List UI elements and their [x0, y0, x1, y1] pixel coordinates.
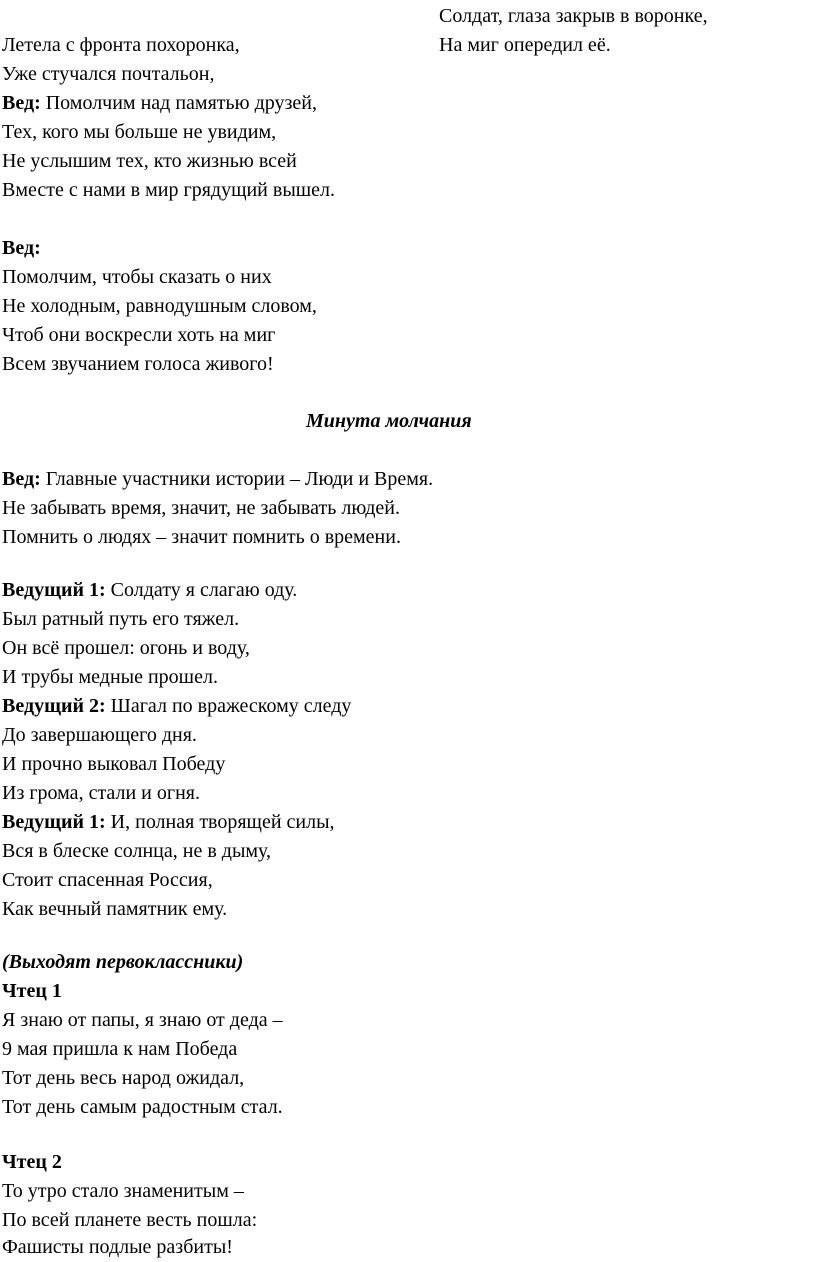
- poem-line: И прочно выковал Победу: [2, 753, 226, 775]
- poem-line: [2, 576, 297, 605]
- poem-line: И трубы медные прошел.: [2, 666, 218, 688]
- line-text: Солдату я слагаю оду.: [105, 579, 298, 601]
- poem-line: Фашисты подлые разбиты!: [2, 1236, 233, 1258]
- poem-line: Помолчим, чтобы сказать о них: [2, 266, 272, 288]
- line-text: Шагал по вражескому следу: [105, 695, 352, 717]
- poem-line: [2, 89, 317, 118]
- speaker-label: Вед:: [2, 92, 41, 114]
- poem-line: Тех, кого мы больше не увидим,: [2, 121, 277, 143]
- speaker-label: Вед:: [2, 468, 41, 490]
- poem-line: То утро стало знаменитым –: [2, 1180, 244, 1202]
- poem-line: Вся в блеске солнца, не в дыму,: [2, 840, 272, 862]
- speaker-label: Ведущий 1:: [2, 579, 106, 601]
- poem-line: Летела с фронта похоронка,: [2, 34, 240, 56]
- poem-line: Не холодным, равнодушным словом,: [2, 295, 317, 317]
- poem-line: По всей планете весть пошла:: [2, 1209, 258, 1231]
- poem-line: Тот день самым радостным стал.: [2, 1096, 283, 1118]
- speaker-label: Ведущий 1:: [2, 811, 106, 833]
- poem-line: Я знаю от папы, я знаю от деда –: [2, 1009, 283, 1031]
- right-column-line: Солдат, глаза закрыв в воронке,: [439, 5, 708, 27]
- poem-line: Стоит спасенная Россия,: [2, 869, 213, 891]
- section-heading-text: Минута молчания: [306, 410, 472, 432]
- line-text: И, полная творящей силы,: [105, 811, 335, 833]
- stage-direction: [2, 948, 243, 977]
- poem-line: Уже стучался почтальон,: [2, 63, 215, 85]
- right-column-line: На миг опередил её.: [439, 34, 611, 56]
- poem-line: Он всё прошел: огонь и воду,: [2, 637, 250, 659]
- poem-line: Был ратный путь его тяжел.: [2, 608, 240, 630]
- reader-heading-text: Чтец 1: [2, 980, 62, 1002]
- poem-line: Чтоб они воскресли хоть на миг: [2, 324, 276, 346]
- speaker-label: [2, 234, 41, 263]
- poem-line: Вместе с нами в мир грядущий вышел.: [2, 179, 336, 201]
- poem-line: Как вечный памятник ему.: [2, 898, 228, 920]
- line-text: Главные участники истории – Люди и Время.: [40, 468, 434, 490]
- poem-line: Не услышим тех, кто жизнью всей: [2, 150, 297, 172]
- poem-line: Помнить о людях – значит помнить о времени.: [2, 526, 401, 548]
- stage-direction-text: (Выходят первоклассники): [2, 951, 244, 973]
- reader-heading-text: Чтец 2: [2, 1151, 62, 1173]
- poem-line: До завершающего дня.: [2, 724, 197, 746]
- poem-line: Тот день весь народ ожидал,: [2, 1067, 245, 1089]
- poem-line: [2, 465, 433, 494]
- poem-line: [2, 692, 351, 721]
- speaker-label: Ведущий 2:: [2, 695, 106, 717]
- poem-line: [2, 808, 335, 837]
- line-text: Помолчим над памятью друзей,: [40, 92, 317, 114]
- poem-line: 9 мая пришла к нам Победа: [2, 1038, 238, 1060]
- reader-heading: [2, 1148, 62, 1177]
- poem-line: Не забывать время, значит, не забывать людей.: [2, 497, 400, 519]
- speaker-label-text: Вед:: [2, 237, 41, 259]
- poem-line: Из грома, стали и огня.: [2, 782, 200, 804]
- section-heading: [306, 407, 472, 436]
- reader-heading: [2, 977, 62, 1006]
- poem-line: Всем звучанием голоса живого!: [2, 353, 274, 375]
